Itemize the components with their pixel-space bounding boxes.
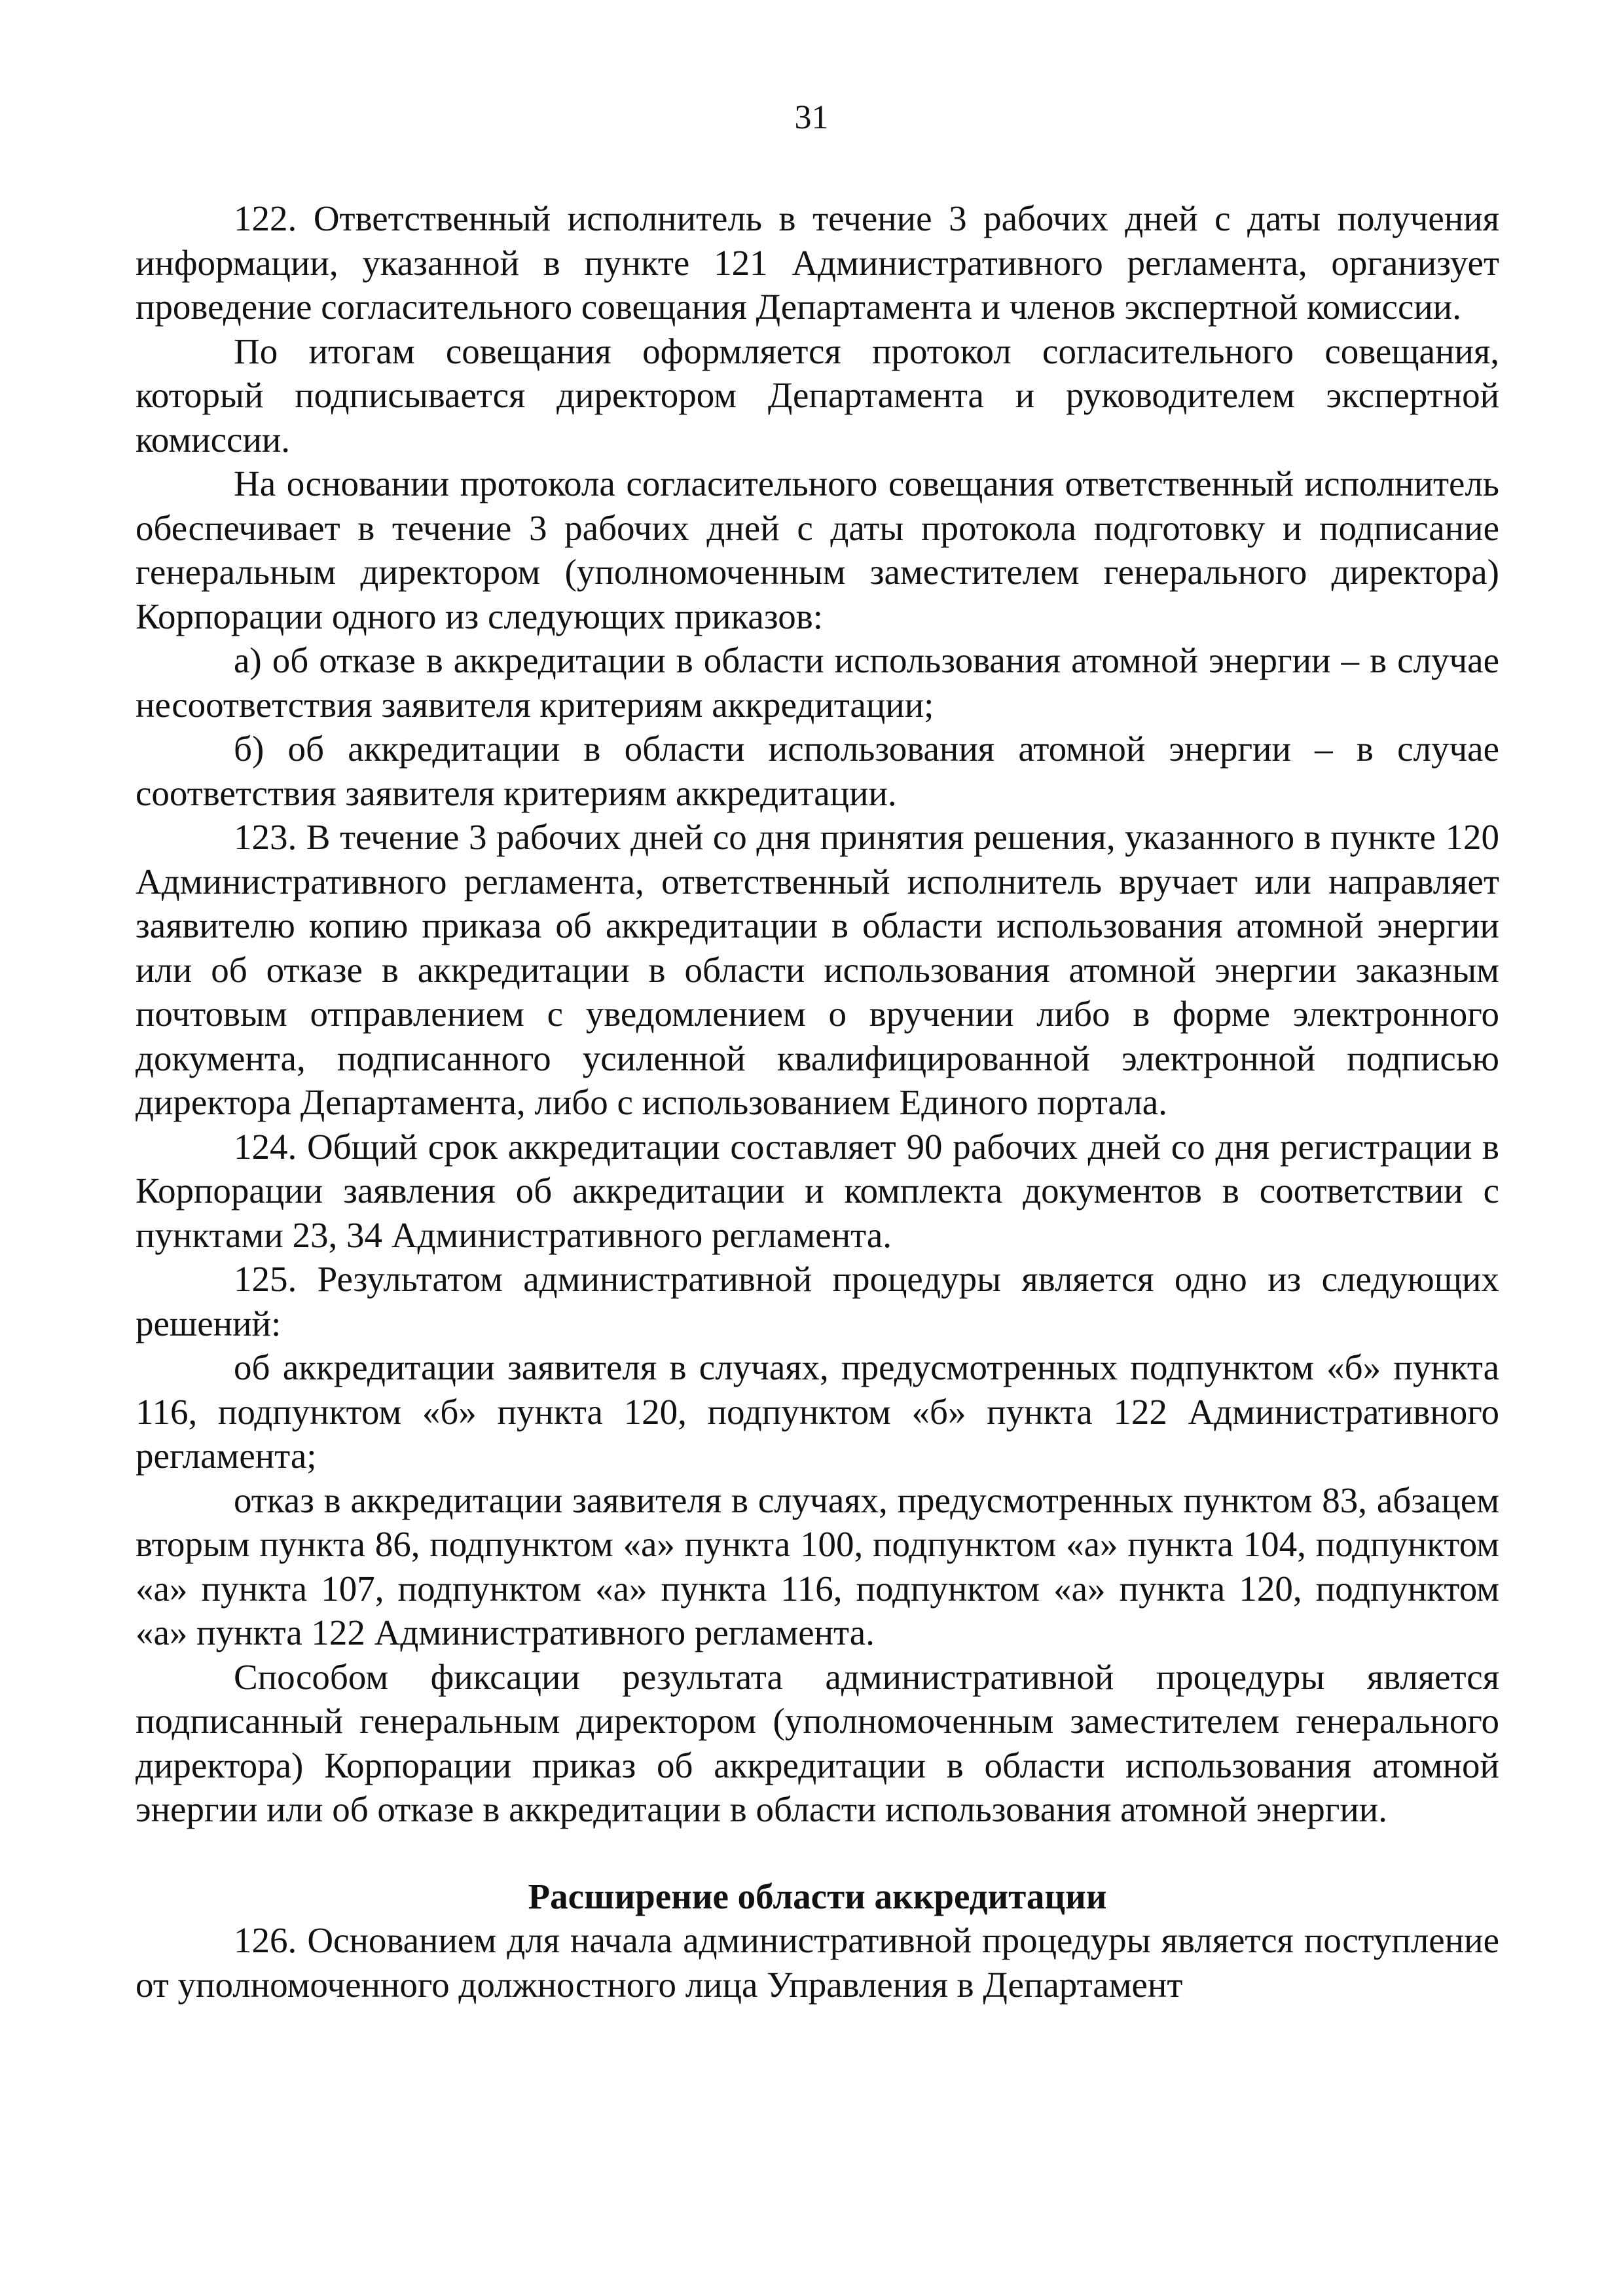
document-body xyxy=(136,196,1499,2007)
paragraph-124: 124. Общий срок аккредитации составляет 90 рабочих дней со дня регистрации в Корпорации заявления об аккредитации и комплекта документов в соответствии с пунктами 23, 34 Административного регламента. xyxy=(136,1126,1499,1255)
paragraph-order-preparation: На основании протокола согласительного совещания ответственный исполнитель обеспечивает в течение 3 рабочих дней с даты протокола подготовку и подписание генеральным директором (уполномоченным заместителем генерального директора) Корпорации одного из следующих приказов: xyxy=(136,464,1499,636)
paragraph-refusal-cases: отказ в аккредитации заявителя в случаях, предусмотренных пунктом 83, абзацем вторым пункта 86, подпунктом «а» пункта 100, подпунктом «а» пункта 104, подпунктом «а» пункта 107, подпунктом «а» пункта 116, подпунктом «а» пункта 120, подпунктом «а» пункта 122 Административного регламента. xyxy=(136,1480,1499,1652)
paragraph-option-b: б) об аккредитации в области использования атомной энергии – в случае соответствия заявителя критериям аккредитации. xyxy=(136,729,1499,813)
paragraph-125: 125. Результатом административной процедуры является одно из следующих решений: xyxy=(136,1259,1499,1343)
section-heading: Расширение области аккредитации xyxy=(528,1876,1107,1916)
paragraph-result-fixation: Способом фиксации результата административной процедуры является подписанный генеральным директором (уполномоченным заместителем генерального директора) Корпорации приказ об аккредитации в области использования атомной энергии или об отказе в аккредитации в области использования атомной энергии. xyxy=(136,1656,1499,1829)
paragraph-accreditation-cases: об аккредитации заявителя в случаях, предусмотренных подпунктом «б» пункта 116, подпунктом «б» пункта 120, подпунктом «б» пункта 122 Административного регламента; xyxy=(136,1347,1499,1476)
paragraph-123: 123. В течение 3 рабочих дней со дня принятия решения, указанного в пункте 120 Административного регламента, ответственный исполнитель вручает или направляет заявителю копию приказа об аккредитации в области использования атомной энергии или об отказе в аккредитации в области использования атомной энергии заказным почтовым отправлением с уведомлением о вручении либо в форме электронного документа, подписанного усиленной квалифицированной электронной подписью директора Департамента, либо с использованием Единого портала. xyxy=(136,817,1499,1122)
paragraph-option-a: а) об отказе в аккредитации в области использования атомной энергии – в случае несоответствия заявителя критериям аккредитации; xyxy=(136,640,1499,725)
page-number: 31 xyxy=(794,99,829,136)
paragraph-126: 126. Основанием для начала административной процедуры является поступление от уполномоченного должностного лица Управления в Департамент xyxy=(136,1920,1499,2005)
paragraph-122: 122. Ответственный исполнитель в течение 3 рабочих дней с даты получения информации, указанной в пункте 121 Административного регламента, организует проведение согласительного совещания Департамента и членов экспертной комиссии. xyxy=(136,198,1499,327)
paragraph-meeting-protocol: По итогам совещания оформляется протокол согласительного совещания, который подписывается директором Департамента и руководителем экспертной комиссии. xyxy=(136,331,1499,460)
